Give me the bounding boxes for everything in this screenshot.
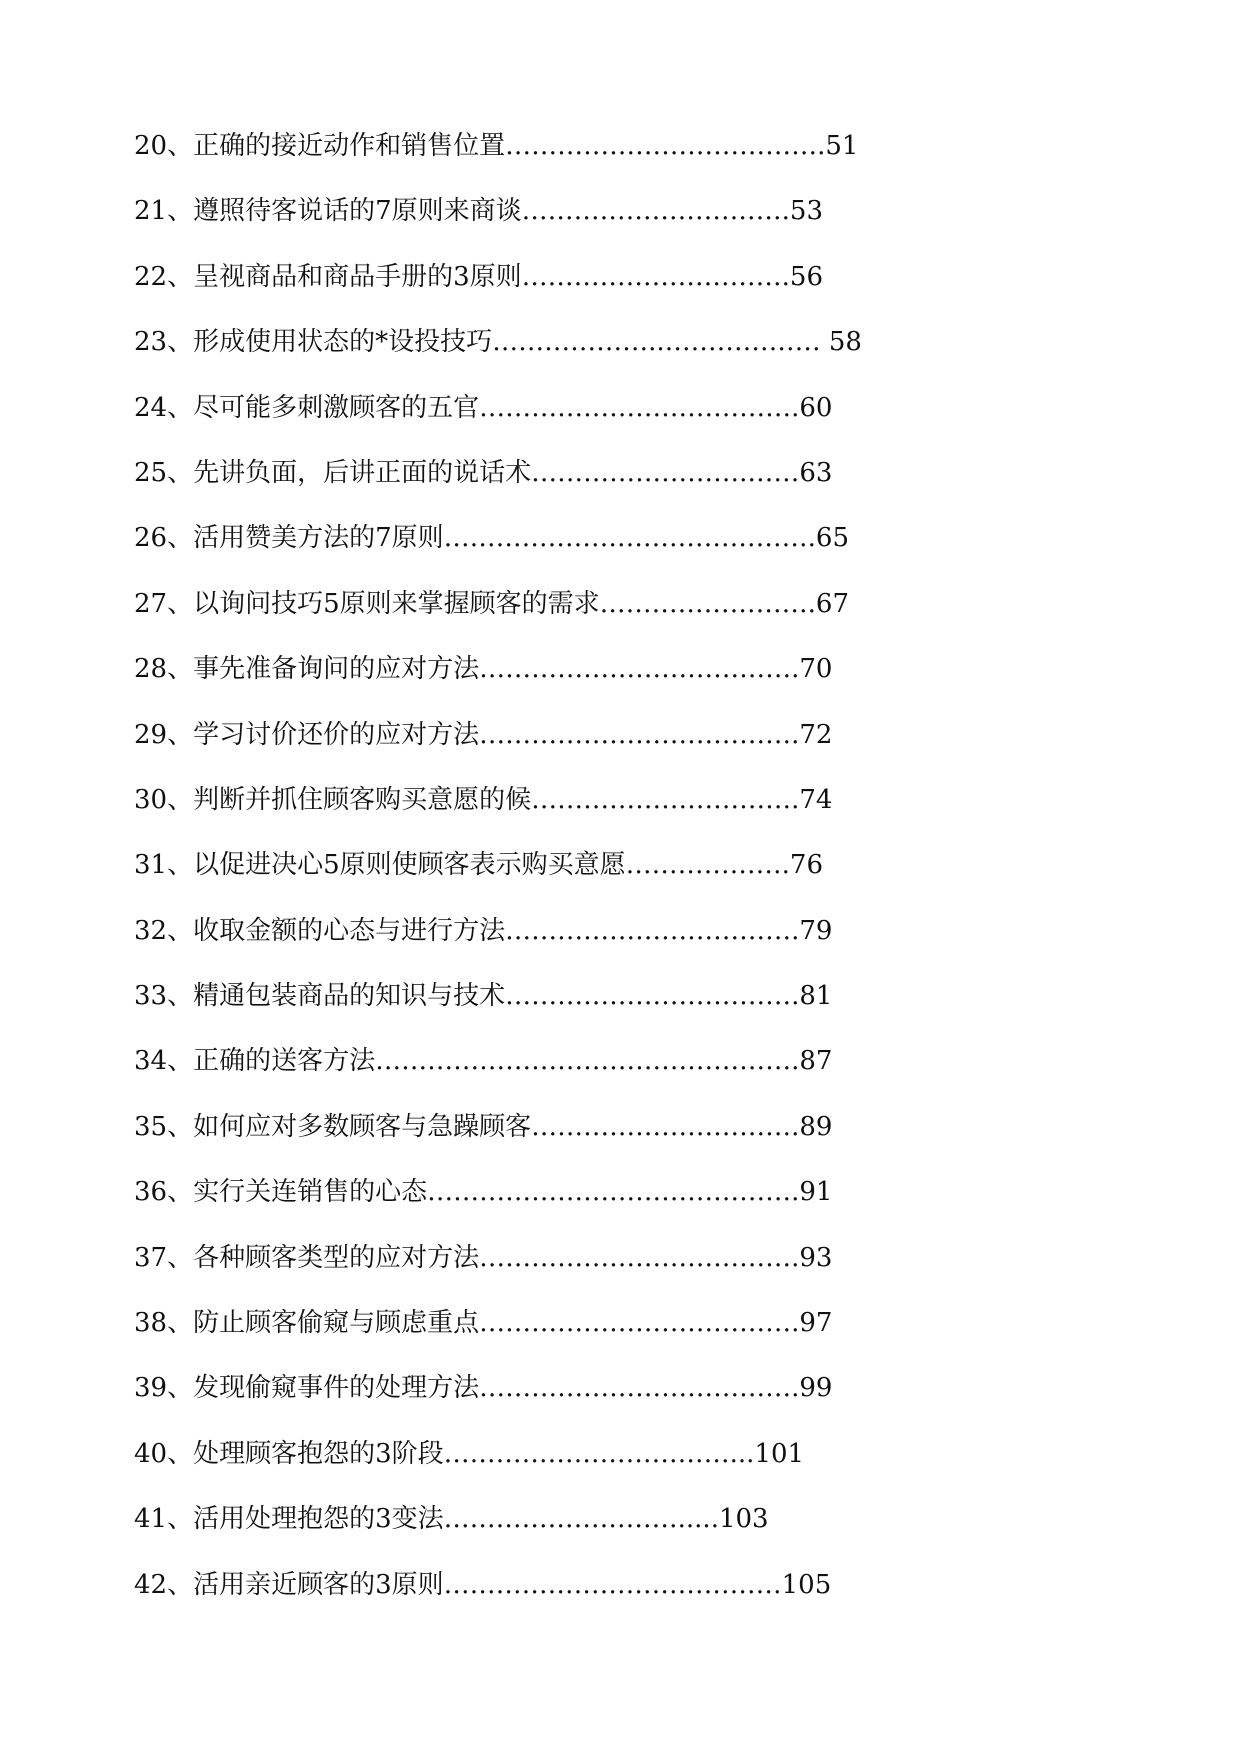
toc-leader: ……………………………… xyxy=(479,654,792,685)
toc-label: 41、活用处理抱怨的3变法 xyxy=(134,1504,444,1535)
toc-label: 34、正确的送客方法 xyxy=(134,1046,376,1077)
toc-leader: …………………… xyxy=(599,588,808,619)
toc-entry-33[interactable] xyxy=(134,972,934,1037)
toc-label: 26、活用赞美方法的7原则 xyxy=(134,523,444,554)
toc-entry-39[interactable] xyxy=(134,1364,934,1429)
toc-entry-24[interactable] xyxy=(134,384,934,449)
toc-page-number: .97 xyxy=(791,1308,833,1339)
toc-page-number: .79 xyxy=(791,915,833,946)
toc-page-number: .89 xyxy=(791,1111,833,1142)
toc-entry-30[interactable] xyxy=(134,776,934,841)
toc-label: 39、发现偷窥事件的处理方法 xyxy=(134,1373,480,1404)
table-of-contents xyxy=(134,122,934,1626)
toc-leader: ……………………………… xyxy=(479,392,792,423)
toc-entry-31[interactable] xyxy=(134,841,934,906)
toc-leader: ……………………………… xyxy=(479,719,792,750)
toc-label: 40、处理顾客抱怨的3阶段 xyxy=(134,1438,444,1469)
toc-leader: …………………………………… xyxy=(427,1177,792,1208)
toc-entry-27[interactable] xyxy=(134,580,934,645)
toc-page-number: 103 xyxy=(718,1504,769,1535)
toc-label: 31、以促进决心5原则使顾客表示购买意愿 xyxy=(134,850,626,881)
toc-leader: ……………………………… xyxy=(479,1308,792,1339)
toc-entry-35[interactable] xyxy=(134,1103,934,1168)
toc-page-number: .65 xyxy=(807,523,849,554)
toc-label: 21、遵照待客说话的7原则来商谈 xyxy=(134,196,522,227)
toc-leader: ………………………… xyxy=(531,1111,792,1142)
toc-page-number: 105 xyxy=(781,1569,832,1600)
toc-page-number: .53 xyxy=(781,196,823,227)
toc-label: 35、如何应对多数顾客与急躁顾客 xyxy=(134,1111,532,1142)
toc-label: 29、学习讨价还价的应对方法 xyxy=(134,719,480,750)
toc-leader: …………………………… xyxy=(505,981,792,1012)
toc-entry-37[interactable] xyxy=(134,1234,934,1299)
toc-label: 27、以询问技巧5原则来掌握顾客的需求 xyxy=(134,588,600,619)
toc-label: 38、防止顾客偷窥与顾虑重点 xyxy=(134,1308,480,1339)
toc-page-number: .74 xyxy=(791,784,833,815)
toc-entry-32[interactable] xyxy=(134,907,934,972)
toc-page-number: 63 xyxy=(799,457,833,488)
toc-page-number: .70 xyxy=(791,654,833,685)
toc-leader: ………………………… xyxy=(531,784,792,815)
toc-leader: …………………………………… xyxy=(443,523,808,554)
toc-page-number: .76 xyxy=(781,850,823,881)
toc-entry-25[interactable] xyxy=(134,449,934,514)
toc-leader: …………………….…… xyxy=(531,457,800,488)
toc-entry-20[interactable] xyxy=(134,122,934,187)
toc-entry-22[interactable] xyxy=(134,253,934,318)
toc-page-number: .72 xyxy=(791,719,833,750)
toc-label: 24、尽可能多刺激顾客的五官 xyxy=(134,392,480,423)
toc-entry-40[interactable] xyxy=(134,1430,934,1495)
toc-page-number: .67 xyxy=(807,588,849,619)
toc-page-number: 58 xyxy=(820,327,862,358)
toc-label: 33、精通包装商品的知识与技术 xyxy=(134,981,506,1012)
toc-entry-26[interactable] xyxy=(134,514,934,579)
toc-label: 22、呈视商品和商品手册的3原则 xyxy=(134,261,522,292)
toc-leader: ……………………………… xyxy=(505,131,818,161)
toc-label: 37、各种顾客类型的应对方法 xyxy=(134,1242,480,1273)
toc-leader: ……………………………… xyxy=(479,1242,792,1273)
toc-page-number: .93 xyxy=(791,1242,833,1273)
toc-entry-38[interactable] xyxy=(134,1299,934,1364)
toc-leader: ………………………… xyxy=(521,196,782,227)
toc-leader: …………………………… xyxy=(505,915,792,946)
toc-page-number: .99 xyxy=(791,1373,833,1404)
toc-page-number: .60 xyxy=(791,392,833,423)
toc-label: 20、正确的接近动作和销售位置 xyxy=(134,131,506,161)
toc-leader: ………………………………………… xyxy=(375,1046,792,1077)
toc-label: 23、形成使用状态的*设投技巧 xyxy=(134,327,493,358)
toc-leader: ……………… xyxy=(625,850,782,881)
toc-entry-41[interactable] xyxy=(134,1495,934,1560)
toc-label: 30、判断并抓住顾客购买意愿的候 xyxy=(134,784,532,815)
toc-label: 32、收取金额的心态与进行方法 xyxy=(134,915,506,946)
toc-page-number: .56 xyxy=(781,261,823,292)
toc-page-number: .51 xyxy=(817,131,859,161)
toc-label: 42、活用亲近顾客的3原则 xyxy=(134,1569,444,1600)
toc-leader: ……………………………... xyxy=(443,1438,755,1469)
toc-entry-28[interactable] xyxy=(134,645,934,710)
toc-entry-21[interactable] xyxy=(134,187,934,252)
toc-leader: ………………………..... xyxy=(443,1504,719,1535)
toc-entry-29[interactable] xyxy=(134,711,934,776)
toc-entry-34[interactable] xyxy=(134,1037,934,1102)
toc-leader: ………………………… xyxy=(521,261,782,292)
toc-leader: ………………..……………… xyxy=(492,327,821,358)
toc-label: 28、事先准备询问的应对方法 xyxy=(134,654,480,685)
toc-page-number: .87 xyxy=(791,1046,833,1077)
toc-page-number: 101 xyxy=(754,1438,805,1469)
toc-label: 36、实行关连销售的心态 xyxy=(134,1177,428,1208)
toc-entry-42[interactable] xyxy=(134,1561,934,1626)
toc-entry-23[interactable] xyxy=(134,318,934,383)
toc-label: 25、先讲负面，后讲正面的说话术 xyxy=(134,457,532,488)
toc-leader: ………………………………… xyxy=(443,1569,782,1600)
toc-page-number: .81 xyxy=(791,981,833,1012)
toc-leader: ……………………………… xyxy=(479,1373,792,1404)
toc-page-number: .91 xyxy=(791,1177,833,1208)
toc-entry-36[interactable] xyxy=(134,1168,934,1233)
